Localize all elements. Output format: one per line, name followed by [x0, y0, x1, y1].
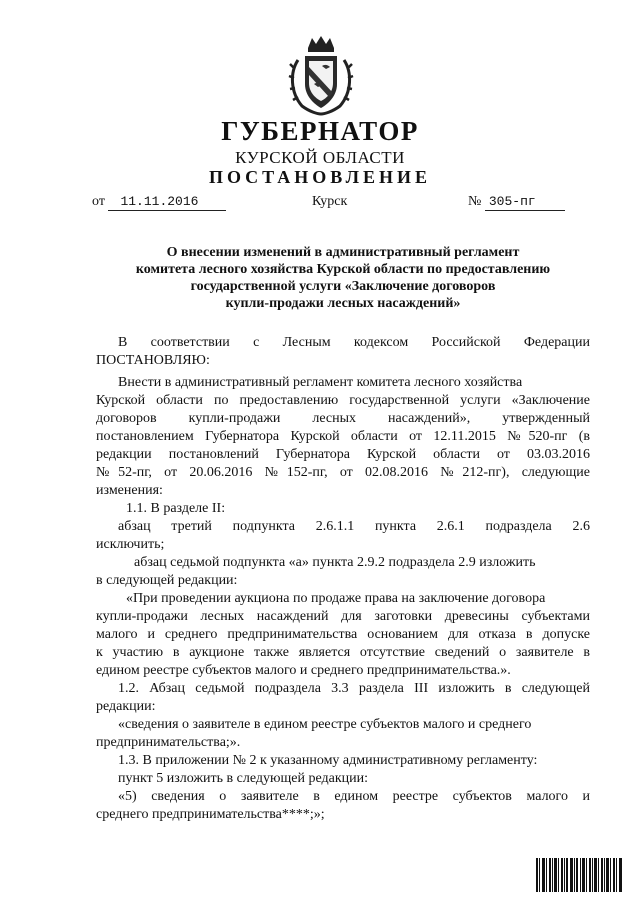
body-line: «При проведении аукциона по продаже права на заключение договора	[126, 591, 546, 606]
body-line: пункт 5 изложить в следующей редакции:	[118, 771, 368, 786]
body-line: «5) сведения о заявителе в едином реестре субъектов малого и	[118, 789, 590, 804]
subject-line: О внесении изменений в административный регламент	[166, 245, 520, 260]
body-line: едином реестре субъектов малого и среднего предпринимательства.».	[96, 663, 511, 678]
body-line: редакции постановлений Губернатора Курской области от 03.03.2016	[96, 447, 590, 462]
number-value: 305-пг	[488, 194, 536, 209]
document-date	[92, 194, 226, 211]
issuer-title: ГУБЕРНАТОР	[221, 116, 419, 146]
body-line: малого и среднего предпринимательства основанием для отказа в допуске	[96, 627, 590, 642]
issuer-region: КУРСКОЙ ОБЛАСТИ	[235, 148, 405, 167]
number-prefix: №	[468, 194, 482, 209]
body-line: предпринимательства;».	[96, 735, 241, 750]
body-line: 1.2. Абзац седьмой подраздела 3.3 раздела III изложить в следующей	[118, 681, 590, 696]
body-line: абзац седьмой подпункта «а» пункта 2.9.2 подраздела 2.9 изложить	[134, 555, 536, 570]
body-line: №52-пг, от 20.06.2016 №152-пг, от 02.08.2016 №212-пг), следующие	[96, 465, 590, 480]
body-line: «сведения о заявителе в едином реестре субъектов малого и среднего	[118, 717, 532, 732]
body-line: 1.3. В приложении № 2 к указанному административному регламенту:	[118, 753, 538, 768]
body-line: 1.1. В разделе II:	[126, 501, 226, 516]
body-line: постановлением Губернатора Курской области от 12.11.2015 №520-пг (в	[96, 429, 590, 444]
date-prefix: от	[92, 194, 105, 209]
barcode-icon	[536, 858, 622, 892]
body-line: среднего предпринимательства****;»;	[96, 807, 325, 822]
body-line: в следующей редакции:	[96, 573, 238, 588]
body-line: В соответствии с Лесным кодексом Российской Федерации	[118, 335, 590, 350]
document-subject	[96, 244, 590, 312]
subject-line: комитета лесного хозяйства Курской области по предоставлению	[135, 262, 551, 277]
body-line: Внести в административный регламент комитета лесного хозяйства	[118, 375, 523, 390]
document-type: ПОСТАНОВЛЕНИЕ	[208, 167, 432, 187]
document-city: Курск	[312, 194, 348, 209]
body-line: к участию в аукционе также является отсутствие сведений о заявителе в	[96, 645, 590, 660]
body-line: купли-продажи лесных насаждений для заготовки древесины субъектами	[96, 609, 590, 624]
body-line: исключить;	[96, 537, 165, 552]
body-line: ПОСТАНОВЛЯЮ:	[96, 353, 210, 368]
subject-line: купли-продажи лесных насаждений»	[225, 296, 461, 311]
subject-line: государственной услуги «Заключение договоров	[190, 279, 496, 294]
document-body	[96, 334, 590, 824]
body-line: договоров купли-продажи лесных насаждений», утвержденный	[96, 411, 590, 426]
body-line: Курской области по предоставлению государственной услуги «Заключение	[96, 393, 590, 408]
body-line: изменения:	[96, 483, 163, 498]
body-line: редакции:	[96, 699, 156, 714]
document-number	[468, 194, 565, 211]
body-line: абзац третий подпункта 2.6.1.1 пункта 2.6.1 подраздела 2.6	[118, 519, 590, 534]
date-value: 11.11.2016	[120, 194, 199, 209]
coat-of-arms-emblem	[288, 34, 354, 116]
